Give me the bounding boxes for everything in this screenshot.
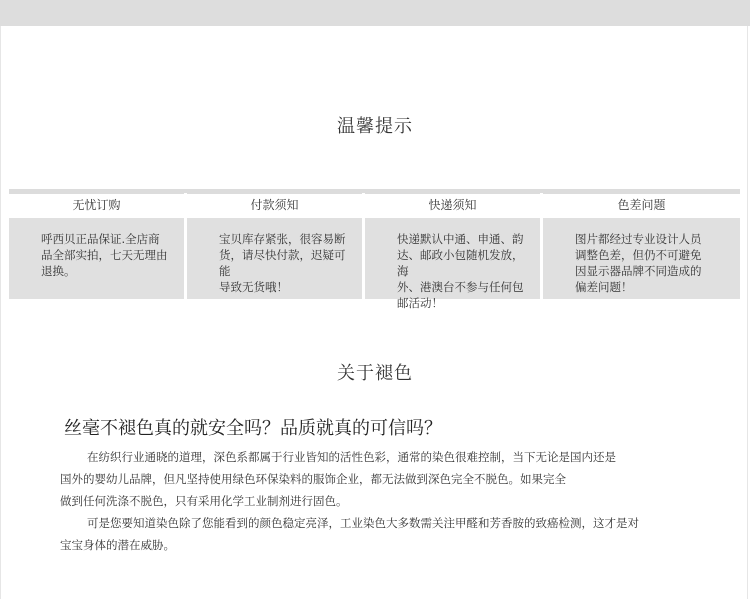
notice-line: 退换。 — [41, 264, 76, 278]
notice-line: 导致无货哦！ — [219, 280, 288, 294]
notice-line: 品全部实拍，七天无理由 — [41, 248, 168, 262]
notice-body — [365, 218, 540, 310]
notice-body — [9, 218, 184, 299]
notice-card-payment — [187, 193, 362, 300]
notice-heading: 付款须知 — [187, 193, 362, 216]
notice-row — [9, 193, 740, 310]
notice-card-shipping — [365, 193, 540, 310]
top-band — [0, 0, 750, 26]
notice-line: 偏差问题！ — [575, 280, 633, 294]
notice-line: 呼西贝正品保证.全店商 — [41, 232, 160, 246]
notice-line: 外、港澳台不参与任何包 — [397, 280, 524, 294]
notice-line: 宝贝库存紧张，很容易断 — [219, 232, 346, 246]
section-title-tips: 温馨提示 — [337, 116, 413, 137]
notice-line: 货，请尽快付款，迟疑可能 — [219, 248, 346, 278]
paragraph-line: 在纺织行业通晓的道理，深色系都属于行业皆知的活性色彩，通常的染色很难控制，当下无论是国内还是 — [87, 450, 616, 464]
paragraph-line: 可是您要知道染色除了您能看到的颜色稳定亮泽，工业染色大多数需关注甲醛和芳香胺的致癌检测，这才是对 — [87, 516, 639, 530]
notice-line: 快递默认中通、申通、韵 — [397, 232, 524, 246]
paragraph-line: 做到任何洗涤不脱色，只有采用化学工业制剂进行固色。 — [60, 494, 348, 508]
notice-line: 调整色差，但仍不可避免 — [575, 248, 702, 262]
paragraph-line: 国外的婴幼儿品牌，但凡坚持使用绿色环保染料的服饰企业，都无法做到深色完全不脱色。如果完全 — [60, 472, 566, 486]
paragraph-line: 宝宝身体的潜在威胁。 — [60, 538, 175, 552]
notice-heading: 无忧订购 — [9, 193, 184, 216]
fade-paragraph-1 — [60, 446, 616, 512]
notice-line: 邮活动！ — [397, 296, 443, 310]
notice-body — [187, 218, 362, 299]
notice-line: 因显示器品牌不同造成的 — [575, 264, 702, 278]
notice-body — [543, 218, 740, 299]
notice-card-color — [543, 193, 740, 300]
section-title-fade: 关于褪色 — [337, 363, 413, 384]
fade-headline: 丝毫不褪色真的就安全吗？品质就真的可信吗？ — [64, 418, 442, 439]
notice-line: 图片都经过专业设计人员 — [575, 232, 702, 246]
notice-heading: 色差问题 — [543, 193, 740, 216]
notice-heading: 快递须知 — [365, 193, 540, 216]
notice-card-order — [9, 193, 184, 300]
fade-paragraph-2 — [60, 512, 639, 556]
notice-line: 达、邮政小包随机发放，海 — [397, 248, 524, 278]
